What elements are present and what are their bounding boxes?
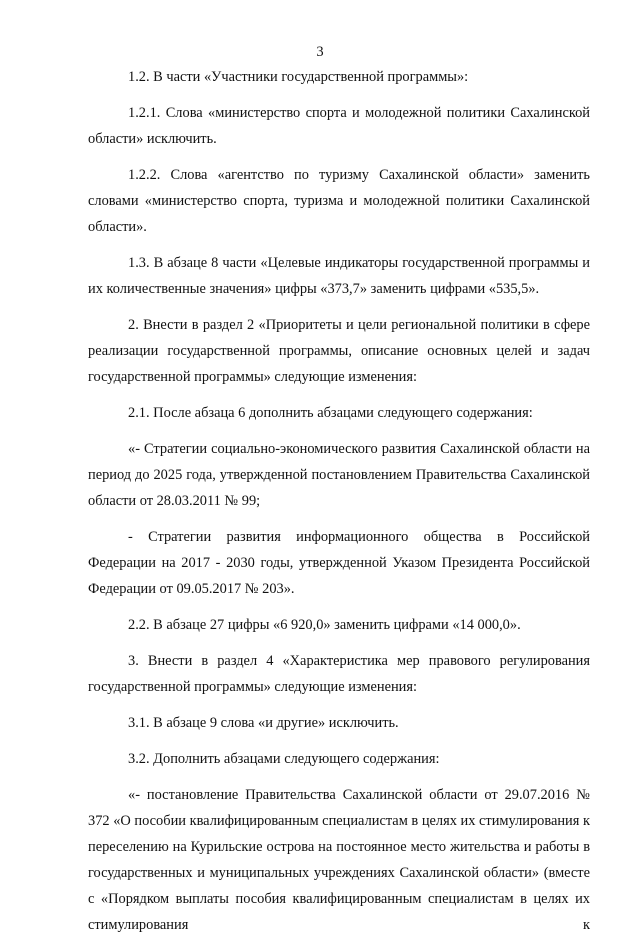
paragraph-1-3: 1.3. В абзаце 8 части «Целевые индикаторы государственной программы и их количественные значения» цифры «373,7» заменить цифрами «535,5». <box>88 255 590 297</box>
paragraph-2-2: 2.2. В абзаце 27 цифры «6 920,0» заменить цифрами «14 000,0». <box>128 617 521 633</box>
paragraph-resolution-372: «- постановление Правительства Сахалинской области от 29.07.2016 № 372 «О пособии квалифицированным специалистам в целях их стимулирования к переселению на Курильские острова на постоянное место жительства и работы в государственных и муниципальных учреждениях Сахалинской области» (вместе с «Порядком выплаты пособия квалифицированным специалистам в целях их стимулирования к <box>88 787 590 933</box>
paragraph-2-1: 2.1. После абзаца 6 дополнить абзацами следующего содержания: <box>128 405 533 421</box>
paragraph-3-2: 3.2. Дополнить абзацами следующего содержания: <box>128 751 440 767</box>
paragraph-3: 3. Внести в раздел 4 «Характеристика мер правового регулирования государственной программы» следующие изменения: <box>88 653 590 695</box>
paragraph-2: 2. Внести в раздел 2 «Приоритеты и цели региональной политики в сфере реализации государственной программы, описание основных целей и задач государственной программы» следующие изменения: <box>88 317 590 385</box>
page-number: 3 <box>316 44 324 60</box>
paragraph-strategy-sakhalin: «- Стратегии социально-экономического развития Сахалинской области на период до 2025 года, утвержденной постановлением Правительства Сахалинской области от 28.03.2011 № 99; <box>88 441 590 509</box>
paragraph-1-2-1: 1.2.1. Слова «министерство спорта и молодежной политики Сахалинской области» исключить. <box>88 105 590 147</box>
paragraph-1-2-2: 1.2.2. Слова «агентство по туризму Сахалинской области» заменить словами «министерство спорта, туризма и молодежной политики Сахалинской области». <box>88 167 590 235</box>
paragraph-strategy-information-society: - Стратегии развития информационного общества в Российской Федерации на 2017 - 2030 годы, утвержденной Указом Президента Российской Федерации от 09.05.2017 № 203». <box>88 529 590 597</box>
paragraph-3-1: 3.1. В абзаце 9 слова «и другие» исключить. <box>128 715 399 731</box>
paragraph-1-2: 1.2. В части «Участники государственной программы»: <box>128 69 469 85</box>
document-body <box>88 64 590 938</box>
